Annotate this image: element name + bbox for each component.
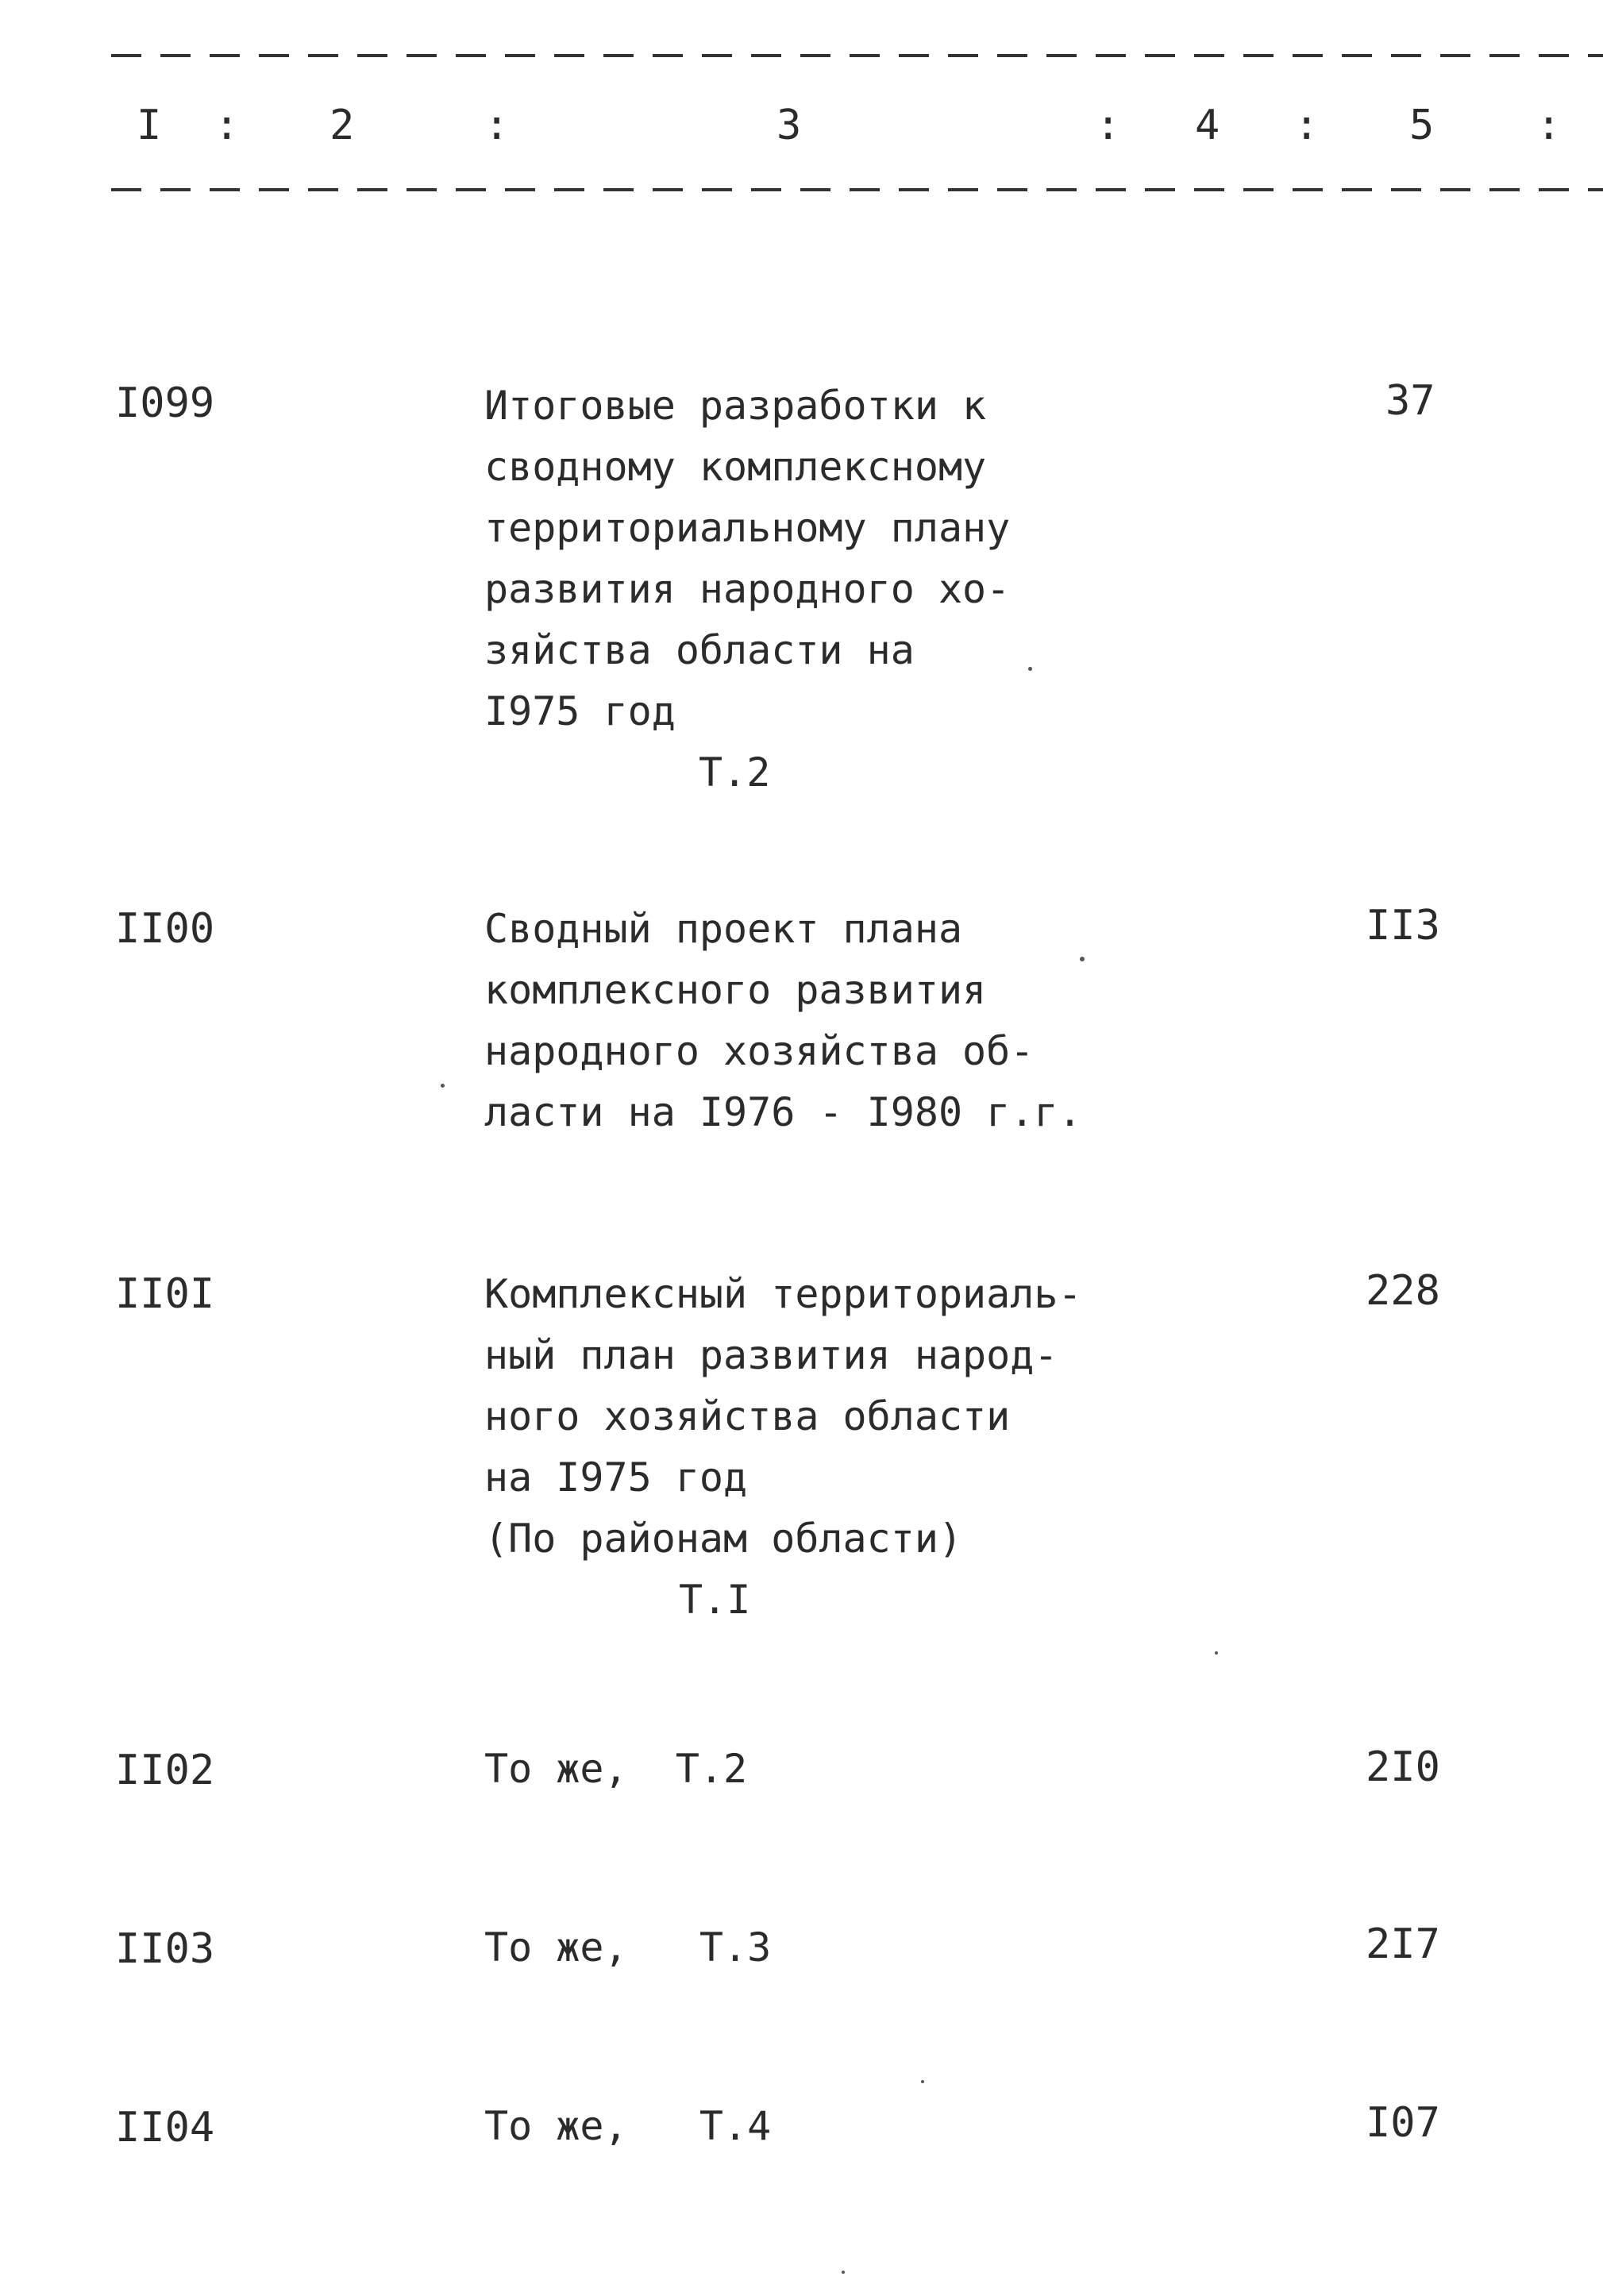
entry-number: II03 (115, 1925, 215, 1973)
column-separator: : (484, 102, 510, 149)
volume-label: Т.I (679, 1577, 751, 1623)
sheet-count: 37 (1385, 377, 1435, 425)
description-line: территориальному плану (484, 505, 1011, 551)
entry-number: II04 (115, 2104, 215, 2152)
column-separator: : (214, 102, 240, 149)
column-header-4: 4 (1195, 102, 1220, 149)
description-line: Итоговые разработки к (484, 383, 987, 429)
sheet-count: 2I0 (1366, 1743, 1440, 1791)
column-header-1: I (137, 102, 162, 149)
column-header-3: 3 (776, 102, 802, 149)
description-line: на I975 год (484, 1454, 748, 1500)
entry-description (484, 2096, 1119, 2157)
description-line: сводному комплексному (484, 444, 987, 490)
description-line: ласти на I976 - I980 г.г. (484, 1089, 1082, 1135)
column-header-5: 5 (1409, 102, 1435, 149)
entry-number: I099 (115, 379, 215, 427)
scan-speck (1028, 667, 1032, 671)
description-line: народного хозяйства об- (484, 1028, 1035, 1074)
entry-description (484, 1739, 1119, 1800)
entry-description (484, 899, 1119, 1143)
scan-speck (842, 2271, 845, 2274)
sheet-count: 2I7 (1366, 1920, 1440, 1968)
description-line: (По районам области) (484, 1516, 963, 1562)
description-line: зяйства области на (484, 627, 915, 673)
scan-speck (441, 1084, 445, 1088)
description-line: То же, Т.2 (484, 1746, 748, 1792)
description-line: Комплексный территориаль- (484, 1271, 1082, 1317)
sheet-count: 228 (1366, 1267, 1440, 1315)
entry-description (484, 376, 1119, 803)
scan-speck (1080, 957, 1085, 961)
entry-number: II00 (115, 905, 215, 953)
entry-number: II02 (115, 1747, 215, 1794)
column-separator: : (1294, 102, 1320, 149)
description-line: То же, Т.3 (484, 1924, 772, 1970)
description-line: развития народного хо- (484, 566, 1011, 612)
header-top-rule (111, 54, 1603, 57)
header-bottom-rule (111, 188, 1603, 191)
entry-description (484, 1917, 1119, 1978)
description-line: ного хозяйства области (484, 1393, 1011, 1439)
scan-speck (921, 2080, 924, 2083)
sheet-count: II3 (1366, 902, 1440, 950)
description-line: комплексного развития (484, 967, 987, 1013)
description-line: I975 год (484, 688, 676, 734)
column-separator: : (1096, 102, 1121, 149)
column-separator: : (1536, 102, 1562, 149)
entry-number: II0I (115, 1270, 215, 1318)
description-line: Сводный проект плана (484, 906, 963, 952)
scan-speck (1215, 1651, 1218, 1655)
column-header-2: 2 (329, 102, 355, 149)
description-line: То же, Т.4 (484, 2103, 772, 2149)
entry-description (484, 1264, 1119, 1631)
description-line: ный план развития народ- (484, 1332, 1058, 1378)
volume-label: Т.2 (699, 749, 771, 796)
sheet-count: I07 (1366, 2099, 1440, 2147)
